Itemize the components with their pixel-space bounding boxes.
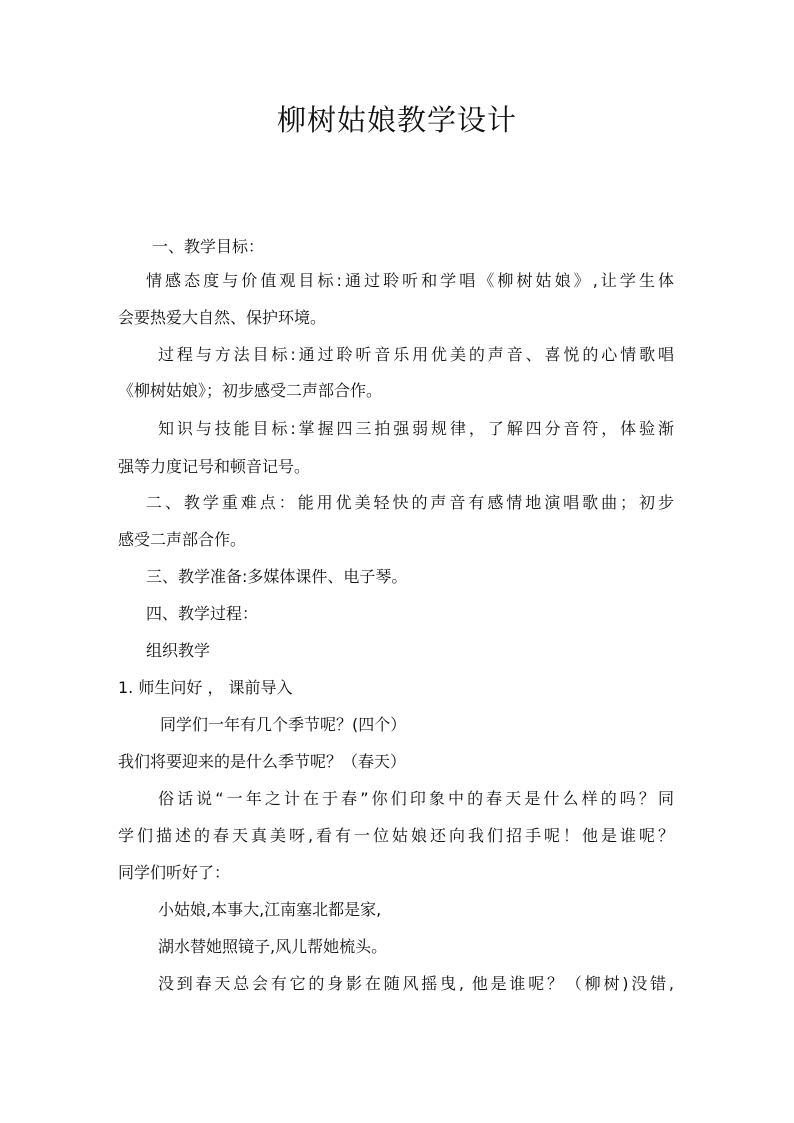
verse-line: 湖水替她照镜子,风儿帮她梳头。 [158,937,388,956]
subheading-organize-teaching: 组织教学 [146,641,211,660]
paragraph-line: 会要热爱大自然、保护环境。 [118,308,327,327]
paragraph-line: 《柳树姑娘》；初步感受二声部合作。 [118,381,383,400]
document-title: 柳树姑娘教学设计 [276,103,517,137]
section-heading-process: 四、教学过程： [146,604,259,623]
paragraph-line: 我们将要迎来的是什么季节呢？（春天） [118,752,407,771]
paragraph-line: 没到春天总会有它的身影在随风摇曳, 他是谁呢？（柳树)没错, [158,974,674,993]
verse-line: 小姑娘,本事大,江南塞北都是家, [158,900,382,919]
paragraph-line: 情感态度与价值观目标:通过聆听和学唱《柳树姑娘》,让学生体 [146,271,674,290]
numbered-item: 1. 师生问好 ， 课前导入 [118,678,293,697]
paragraph-line: 俗话说“一年之计在于春”你们印象中的春天是什么样的吗？同 [158,789,674,808]
paragraph-line: 过程与方法目标:通过聆听音乐用优美的声音、喜悦的心情歌唱 [158,345,674,364]
section-heading-objectives: 一、教学目标： [152,237,265,256]
section-heading-preparation: 三、教学准备:多媒体课件、电子琴。 [146,567,408,586]
paragraph-line: 知识与技能目标:掌握四三拍强弱规律，了解四分音符，体验渐 [158,419,674,438]
paragraph-line: 同学们一年有几个季节呢？(四个） [160,715,407,734]
paragraph-line: 同学们听好了： [118,863,231,882]
paragraph-line: 感受二声部合作。 [118,530,247,549]
paragraph-line: 学们描述的春天真美呀,看有一位姑娘还向我们招手呢！他是谁呢？ [118,826,674,845]
paragraph-line: 强等力度记号和顿音记号。 [118,457,311,476]
section-heading-key-points: 二、教学重难点：能用优美轻快的声音有感情地演唱歌曲；初步 [146,493,674,512]
